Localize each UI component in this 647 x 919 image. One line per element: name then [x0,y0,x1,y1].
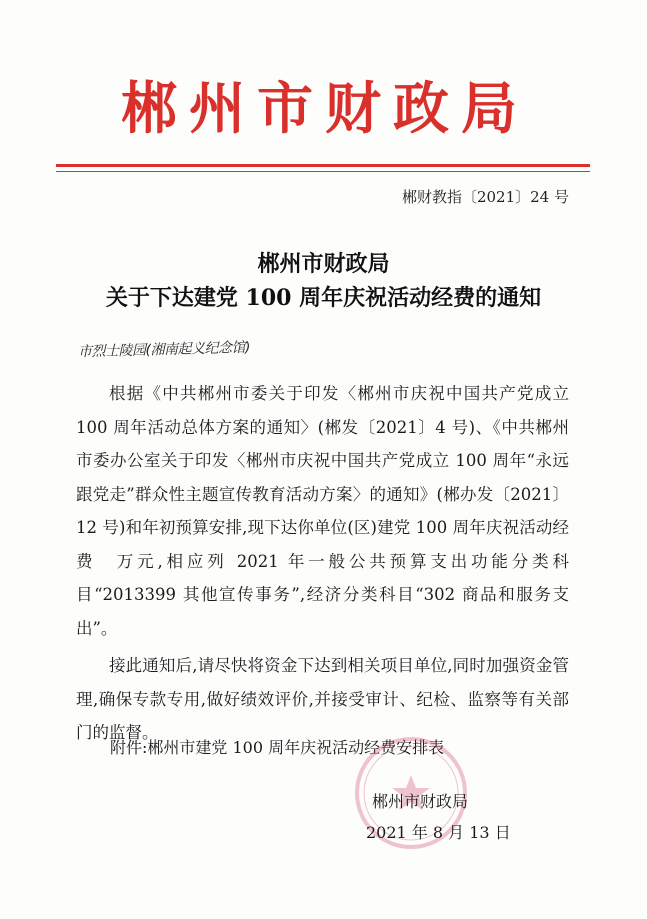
document-number: 郴财教指〔2021〕24 号 [401,188,569,206]
letterhead-rule-thin [56,171,590,172]
letterhead-title: 郴州市财政局 [121,77,529,142]
title-line-2: 关于下达建党 100 周年庆祝活动经费的通知 [105,285,542,311]
issue-date: 2021 年 8 月 13 日 [366,823,511,842]
handwritten-recipient: 市烈士陵园(湘南起义纪念馆) [77,339,251,361]
issuer-signature: 郴州市财政局 [372,792,469,811]
document-body [76,377,569,750]
document-title [40,247,607,315]
attachment-line: 附件:郴州市建党 100 周年庆祝活动经费安排表 [110,738,445,757]
title-line-1: 郴州市财政局 [257,251,390,277]
letterhead-rule-thick [56,164,590,167]
body-paragraph-1: 根据《中共郴州市委关于印发〈郴州市庆祝中国共产党成立 100 周年活动总体方案的通知〉(郴发〔2021〕4 号)、《中共郴州市委办公室关于印发〈郴州市庆祝中国共产党成立 100 周年“永远跟党走”群众性主题宣传教育活动方案〉的通知》(郴办发〔2021〕12 号)和年初预算安排,现下达你单位(区)建党 100 周年庆祝活动经费 万元,相应列 2021 年一般公共预算支出功能分类科目“2013399 其他宣传事务”,经济分类科目“302 商品和服务支出”。 [76,384,569,638]
body-paragraph-2: 接此通知后,请尽快将资金下达到相关项目单位,同时加强资金管理,确保专款专用,做好绩效评价,并接受审计、纪检、监察等有关部门的监督。 [76,656,569,742]
